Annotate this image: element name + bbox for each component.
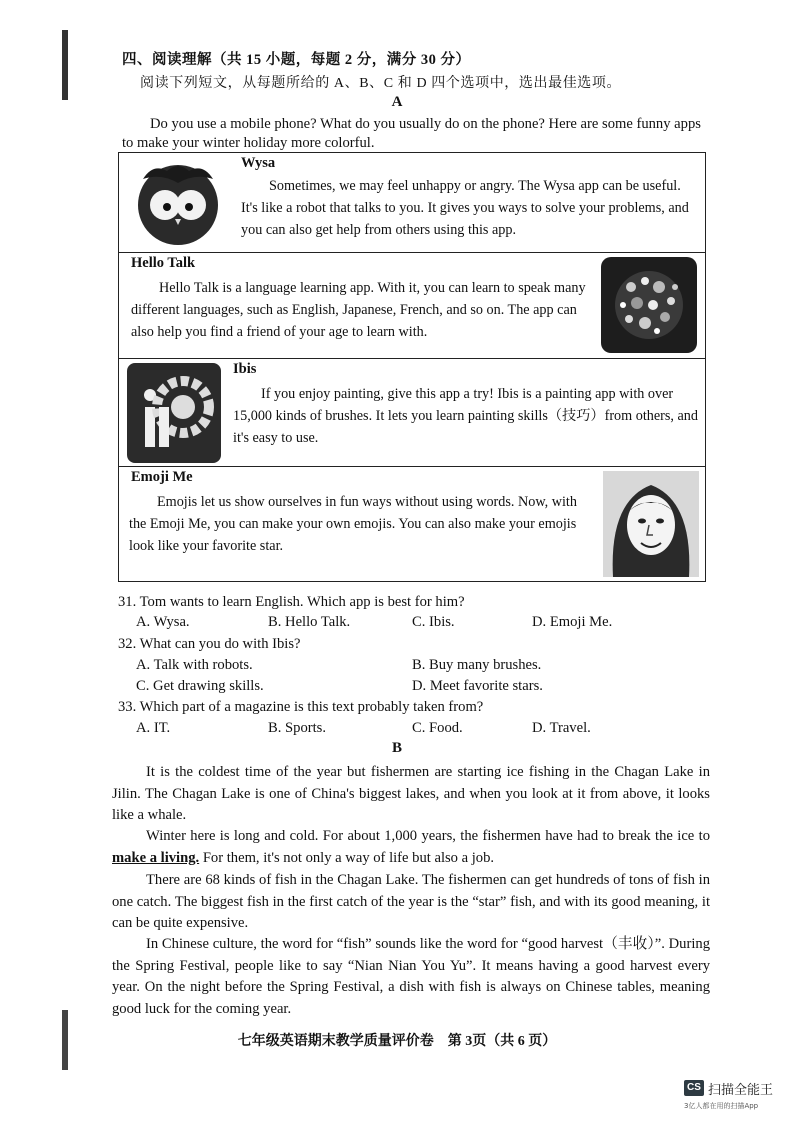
passage-b-paragraph-3: There are 68 kinds of fish in the Chagan Lake. The fishermen can get hundreds of tons of fish in one catch. The biggest fish in the first catch of the year is the “star” fish, and with its good meaning, it can be quite expensive. (112, 872, 710, 931)
question-33: 33. Which part of a magazine is this text probably taken from? (118, 699, 484, 715)
owl-icon (135, 159, 221, 247)
app-name: Hello Talk (131, 255, 196, 271)
question-32: 32. What can you do with Ibis? (118, 636, 301, 652)
app-table (118, 152, 706, 582)
q32-option-d[interactable]: D. Meet favorite stars. (412, 678, 543, 694)
app-description: Emojis let us show ourselves in fun ways without using words. Now, with the Emoji Me, you can make your own emojis. You can also make your emojis look like your favorite star. (129, 494, 577, 554)
app-name: Wysa (241, 155, 276, 171)
emoji-face-icon (603, 471, 699, 577)
app-row-wysa (119, 153, 705, 253)
watermark-name: 扫描全能王 (708, 1083, 774, 1098)
passage-a-intro-line2: to make your winter holiday more colorful. (122, 135, 375, 151)
underlined-phrase: make a living. (112, 849, 200, 866)
q32-option-c[interactable]: C. Get drawing skills. (136, 678, 264, 694)
app-description: If you enjoy painting, give this app a try! Ibis is a painting app with over 15,000 kinds of brushes. It lets you learn painting skills（技巧）from others, and it's easy to use. (233, 386, 698, 446)
camscanner-logo-icon: CS (684, 1080, 704, 1096)
passage-a-intro-line1: Do you use a mobile phone? What do you usually do on the phone? Here are some funny apps (150, 116, 701, 132)
app-name: Emoji Me (131, 469, 193, 485)
app-row-hello-talk (119, 253, 705, 359)
paragraph-2-text-after: For them, it's not only a way of life but also a job. (199, 849, 495, 866)
q32-option-b[interactable]: B. Buy many brushes. (412, 657, 542, 673)
passage-a-letter: A (391, 94, 403, 110)
passage-b-letter: B (391, 740, 402, 756)
app-description: Hello Talk is a language learning app. With it, you can learn to speak many different languages, such as English, Japanese, French, and so on. The app can also help you find a friend of your age to learn with. (131, 280, 586, 340)
q31-option-d[interactable]: D. Emoji Me. (532, 614, 613, 630)
section-instruction: 阅读下列短文，从每题所给的 A、B、C 和 D 四个选项中，选出最佳选项。 (140, 76, 622, 91)
passage-b-paragraph-1: It is the coldest time of the year but fishermen are starting ice fishing in the Chagan Lake in Jilin. The Chagan Lake is one of China's biggest lakes, and when you look at it from above, it looks like a whale. (112, 764, 710, 823)
scan-edge-mark (62, 30, 68, 100)
passage-b-paragraph-4: In Chinese culture, the word for “fish” sounds like the word for “good harvest（丰收）”. During the Spring Festival, people like to say “Nian Nian You Yu”. It means having a good harvest every year. On the night before the Spring Festival, a dish with fish is always on Chinese tables, meaning good luck for the coming year. (112, 936, 710, 1017)
q33-option-b[interactable]: B. Sports. (268, 720, 326, 736)
app-row-emoji-me (119, 467, 705, 581)
q33-option-c[interactable]: C. Food. (412, 720, 463, 736)
q33-option-d[interactable]: D. Travel. (532, 720, 591, 736)
paragraph-2-text-before: Winter here is long and cold. For about 1,000 years, the fishermen have had to break the ice to (146, 828, 710, 844)
q31-option-b[interactable]: B. Hello Talk. (268, 614, 351, 630)
question-31: 31. Tom wants to learn English. Which app is best for him? (118, 594, 465, 610)
ibis-paint-icon (127, 363, 221, 463)
section-title: 四、阅读理解（共 15 小题，每题 2 分，满分 30 分） (122, 52, 471, 68)
app-description: Sometimes, we may feel unhappy or angry. The Wysa app can be useful. It's like a robot that talks to you. It gives you ways to solve your problems, and you can also get help from others using this app. (241, 178, 689, 238)
watermark-tagline: 3亿人都在用的扫描App (684, 1102, 759, 1110)
q33-option-a[interactable]: A. IT. (136, 720, 171, 736)
app-name: Ibis (233, 361, 257, 377)
q31-option-c[interactable]: C. Ibis. (412, 614, 455, 630)
page-footer: 七年级英语期末教学质量评价卷 第 3页（共 6 页） (237, 1034, 557, 1049)
q32-option-a[interactable]: A. Talk with robots. (136, 657, 253, 673)
passage-b-paragraph-2 (112, 826, 710, 869)
globe-bubbles-icon (601, 257, 697, 353)
q31-option-a[interactable]: A. Wysa. (136, 614, 190, 630)
app-row-ibis (119, 359, 705, 467)
